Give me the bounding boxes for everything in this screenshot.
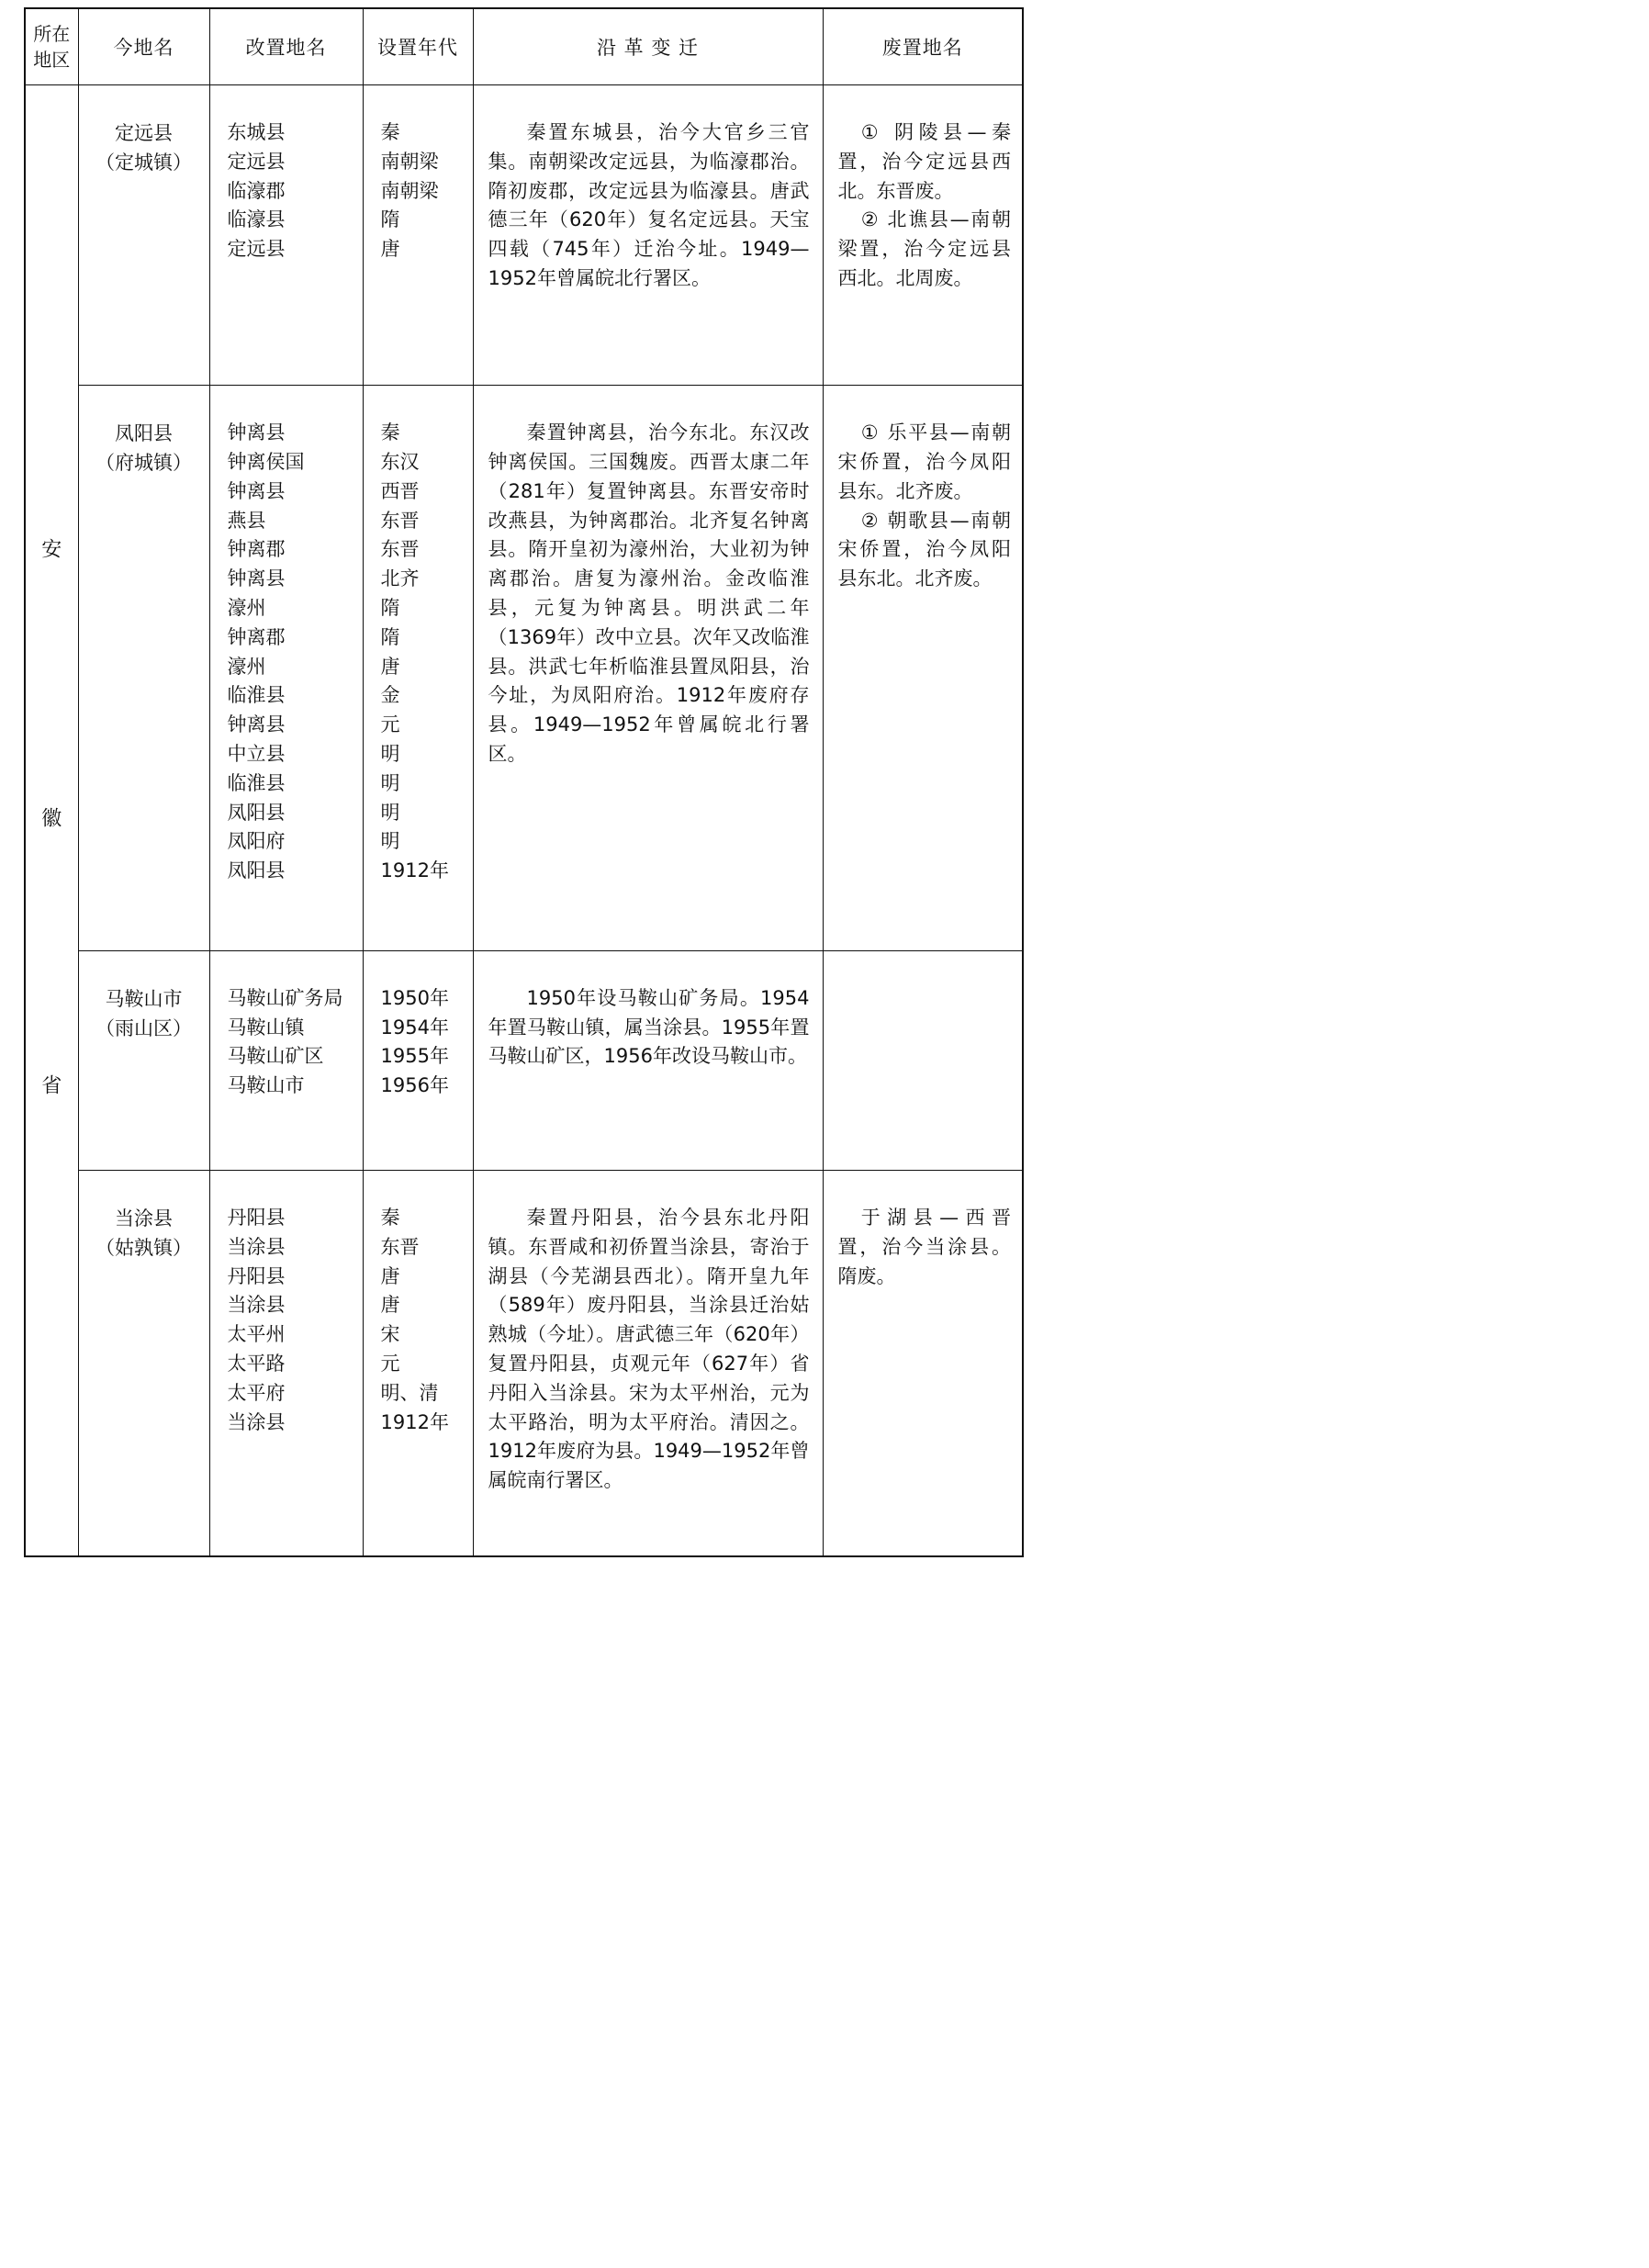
historical-names-cell: [209, 85, 363, 386]
era: 明: [380, 771, 400, 794]
header-historical-names: 改置地名: [209, 8, 363, 85]
county-seat: （定城镇）: [95, 152, 192, 174]
historical-name: 当涂县: [227, 1294, 286, 1317]
historical-name: 钟离郡: [227, 538, 286, 561]
abolished-entry: 于湖县—西晋置，治今当涂县。隋废。: [837, 1207, 1011, 1287]
county-seat: （府城镇）: [95, 452, 192, 475]
historical-name: 钟离县: [227, 567, 286, 590]
evolution-cell: [473, 1171, 823, 1556]
era: 明: [380, 743, 400, 766]
table-row: [25, 950, 1023, 1170]
header-established-era: 设置年代: [363, 8, 473, 85]
era-cell: [363, 950, 473, 1170]
table-header: [25, 8, 1023, 85]
historical-names-list: [228, 118, 363, 264]
historical-name: 马鞍山市: [227, 1074, 305, 1097]
evolution-cell: [473, 85, 823, 386]
abolished-entry: ② 北谯县—南朝梁置，治今定远县西北。北周废。: [837, 208, 1011, 289]
historical-names-list: [228, 1204, 363, 1437]
region-name: [26, 85, 78, 1555]
county-seat: （雨山区）: [95, 1016, 192, 1039]
era-cell: [363, 1171, 473, 1556]
header-abolished-names: 废置地名: [823, 8, 1023, 85]
era: 隋: [380, 208, 400, 231]
region-char: 徽: [41, 807, 62, 831]
era: 唐: [380, 1294, 400, 1317]
era: 东汉: [380, 451, 420, 474]
era: 隋: [380, 625, 400, 648]
historical-name: 丹阳县: [227, 1264, 286, 1287]
historical-name: 燕县: [227, 509, 266, 532]
era: 1956年: [380, 1074, 449, 1097]
abolished-entry: ① 乐平县—南朝宋侨置，治今凤阳县东。北齐废。: [837, 421, 1011, 502]
era: 1954年: [380, 1016, 449, 1039]
historical-name: 定远县: [227, 238, 286, 261]
current-name: 定远县: [115, 122, 173, 144]
era: 1950年: [380, 986, 449, 1009]
historical-names-cell: [209, 386, 363, 951]
historical-name: 临濠县: [227, 208, 286, 231]
historical-name: 丹阳县: [227, 1207, 286, 1229]
historical-name: 定远县: [227, 150, 286, 173]
evolution-text: 1950年设马鞍山矿务局。1954年置马鞍山镇，属当涂县。1955年置马鞍山矿区，1956年改设马鞍山市。: [488, 986, 810, 1068]
evolution-text: 秦置钟离县，治今东北。东汉改钟离侯国。三国魏废。西晋太康二年（281年）复置钟离县。东晋安帝时改燕县，为钟离郡治。北齐复名钟离县。隋开皇初为濠州治，大业初为钟离郡治。唐复为濠州治。金改临淮县，元复为钟离县。明洪武二年（1369年）改中立县。次年又改临淮县。洪武七年析临淮县置凤阳县，治今址，为凤阳府治。1912年废府存县。1949—1952年曾属皖北行署区。: [488, 421, 810, 766]
historical-name: 钟离郡: [227, 625, 286, 648]
historical-names-list: [228, 984, 363, 1101]
historical-name: 中立县: [227, 743, 286, 766]
abolished-list: [838, 419, 1012, 594]
historical-name: 濠州: [227, 655, 266, 678]
region-cell: [25, 85, 78, 1556]
era: 东晋: [380, 1235, 420, 1258]
historical-name: 当涂县: [227, 1410, 286, 1433]
era: 南朝梁: [380, 179, 439, 202]
era: 1912年: [380, 1410, 449, 1433]
header-region-line2: 地区: [33, 49, 71, 71]
historical-name: 濠州: [227, 597, 266, 620]
era: 东晋: [380, 509, 420, 532]
region-char: 省: [41, 1074, 62, 1098]
evolution-cell: [473, 950, 823, 1170]
current-name-cell: [78, 1171, 209, 1556]
abolished-list: [838, 118, 1012, 294]
current-name: 马鞍山市: [105, 987, 183, 1010]
historical-names-cell: [209, 1171, 363, 1556]
era: 明: [380, 801, 400, 824]
era-list: [381, 984, 473, 1101]
era: 金: [380, 684, 400, 707]
abolished-entry: ② 朝歌县—南朝宋侨置，治今凤阳县东北。北齐废。: [837, 509, 1011, 590]
abolished-names-cell: [823, 85, 1023, 386]
header-evolution: 沿 革 变 迁: [473, 8, 823, 85]
historical-name: 太平府: [227, 1381, 286, 1404]
header-current-name: 今地名: [78, 8, 209, 85]
table-body: [25, 85, 1023, 1556]
current-name: 凤阳县: [115, 422, 173, 445]
abolished-names-cell: [823, 386, 1023, 951]
evolution-text: 秦置东城县，治今大官乡三官集。南朝梁改定远县，为临濠郡治。隋初废郡，改定远县为临濠县。唐武德三年（620年）复名定远县。天宝四载（745年）迁治今址。1949—1952年曾属皖北行署区。: [488, 121, 810, 289]
county-seat: （姑孰镇）: [95, 1237, 192, 1260]
historical-name: 凤阳县: [227, 859, 286, 882]
historical-name: 马鞍山矿务局: [227, 986, 343, 1009]
historical-name: 马鞍山镇: [227, 1016, 305, 1039]
era-list: [381, 118, 473, 264]
historical-name: 当涂县: [227, 1235, 286, 1258]
era: 唐: [380, 238, 400, 261]
header-row: [25, 8, 1023, 85]
era: 秦: [380, 1207, 400, 1229]
era-cell: [363, 386, 473, 951]
abolished-names-cell: [823, 1171, 1023, 1556]
historical-name: 钟离县: [227, 713, 286, 736]
header-region: [25, 8, 78, 85]
historical-name: 钟离县: [227, 421, 286, 444]
historical-name: 钟离县: [227, 479, 286, 502]
era: 1912年: [380, 859, 449, 882]
gazetteer-table: [24, 7, 1024, 1557]
historical-names-list: [228, 419, 363, 886]
era: 南朝梁: [380, 150, 439, 173]
era: 西晋: [380, 479, 420, 502]
table-row: [25, 1171, 1023, 1556]
region-char: 安: [41, 538, 62, 562]
historical-name: 凤阳府: [227, 830, 286, 853]
era: 秦: [380, 121, 400, 143]
historical-name: 临淮县: [227, 684, 286, 707]
era: 唐: [380, 1264, 400, 1287]
era-list: [381, 1204, 473, 1437]
era: 宋: [380, 1323, 400, 1346]
current-name: 当涂县: [115, 1207, 173, 1230]
current-name-cell: [78, 85, 209, 386]
evolution-cell: [473, 386, 823, 951]
era: 秦: [380, 421, 400, 444]
current-name-cell: [78, 386, 209, 951]
historical-name: 凤阳县: [227, 801, 286, 824]
era: 东晋: [380, 538, 420, 561]
era: 元: [380, 1353, 400, 1375]
historical-name: 临淮县: [227, 771, 286, 794]
historical-name: 东城县: [227, 121, 286, 143]
era-list: [381, 419, 473, 886]
era: 1955年: [380, 1045, 449, 1068]
historical-name: 马鞍山矿区: [227, 1045, 324, 1068]
era: 明: [380, 830, 400, 853]
header-region-line1: 所在: [33, 23, 71, 45]
era: 元: [380, 713, 400, 736]
evolution-text: 秦置丹阳县，治今县东北丹阳镇。东晋咸和初侨置当涂县，寄治于湖县（今芜湖县西北）。隋开皇九年（589年）废丹阳县，当涂县迁治姑熟城（今址）。唐武德三年（620年）复置丹阳县，贞观元年（627年）省丹阳入当涂县。宋为太平州治，元为太平路治，明为太平府治。清因之。1912年废府为县。1949—1952年曾属皖南行署区。: [488, 1207, 810, 1492]
historical-name: 太平州: [227, 1323, 286, 1346]
table-row: [25, 386, 1023, 951]
historical-name: 钟离侯国: [227, 451, 305, 474]
era: 隋: [380, 597, 400, 620]
abolished-names-cell: [823, 950, 1023, 1170]
abolished-entry: ① 阴陵县—秦置，治今定远县西北。东晋废。: [837, 121, 1011, 202]
era-cell: [363, 85, 473, 386]
era: 北齐: [380, 567, 420, 590]
current-name-cell: [78, 950, 209, 1170]
historical-name: 临濠郡: [227, 179, 286, 202]
historical-name: 太平路: [227, 1353, 286, 1375]
abolished-list: [838, 1204, 1012, 1291]
table-row: [25, 85, 1023, 386]
era: 明、清: [380, 1381, 439, 1404]
era: 唐: [380, 655, 400, 678]
historical-names-cell: [209, 950, 363, 1170]
